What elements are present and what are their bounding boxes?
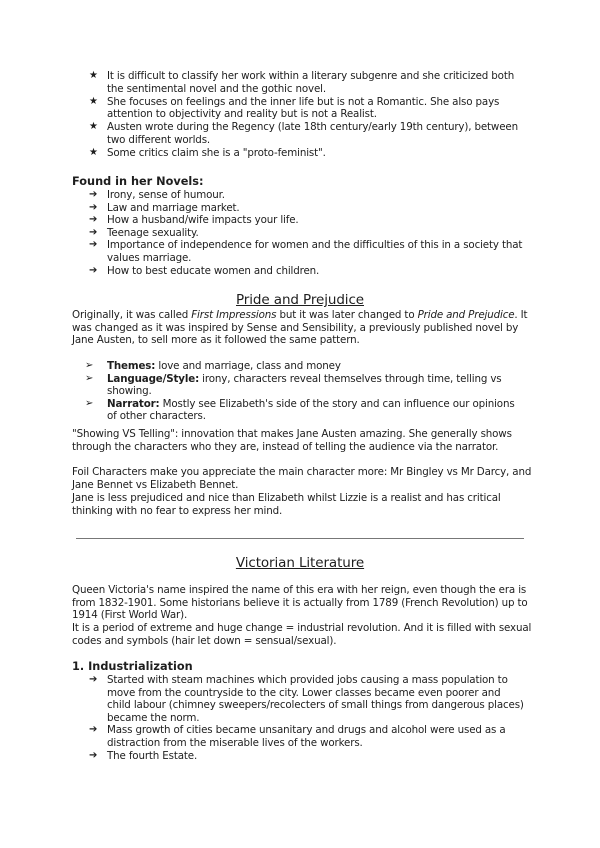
star-icon: ★ — [89, 147, 98, 159]
list-item: ➔ Irony, sense of humour. — [89, 189, 225, 201]
list-item: ★ Austen wrote during the Regency (late 18th century/early 19th century), between two different worlds. — [89, 121, 518, 146]
foil-characters-paragraph: Foil Characters make you appreciate the main character more: Mr Bingley vs Mr Darcy, and Jane Bennet vs Elizabeth Bennet. — [72, 466, 532, 491]
list-item: ➢ Narrator: Mostly see Elizabeth's side of the story and can influence our opinions of other characters. — [85, 397, 515, 423]
arrowhead-icon: ➢ — [85, 372, 94, 384]
section-divider — [76, 538, 524, 539]
arrow-icon: ➔ — [89, 226, 98, 238]
list-item: ➔ Teenage sexuality. — [89, 226, 199, 239]
jane-paragraph: Jane is less prejudiced and nice than Elizabeth whilst Lizzie is a realist and has critical thinking with no fear to express her mind. — [72, 492, 501, 517]
list-item: ➢ Language/Style: irony, characters reveal themselves through time, telling vs showing. — [85, 372, 502, 398]
arrow-icon: ➔ — [89, 264, 98, 276]
arrow-icon: ➔ — [89, 749, 98, 761]
list-item: ➔ How to best educate women and children. — [89, 264, 320, 277]
list-item: ➢ Themes: love and marriage, class and money — [85, 360, 341, 372]
intro-bullet-list — [89, 70, 527, 160]
list-item: ➔ Started with steam machines which provided jobs causing a mass population to move from the countryside to the city. Lower classes became even poorer and child labour (chimney sweepers/recolecters of small things from dangerous places) became the norm. — [89, 674, 524, 724]
pride-intro-paragraph: Originally, it was called First Impressions but it was later changed to Pride and Prejudice. It was changed as it was inspired by Sense and Sensibility, a previously published novel by Jane Austen, to sell more as it followed the same pattern. — [72, 309, 528, 347]
arrow-icon: ➔ — [89, 214, 98, 226]
showing-vs-telling-paragraph: "Showing VS Telling": innovation that makes Jane Austen amazing. She generally shows through the characters who they are, instead of telling the audience via the narrator. — [72, 428, 512, 453]
novels-list — [89, 189, 527, 277]
section-heading-novels: Found in her Novels: — [72, 175, 204, 188]
section-title-victorian-literature: Victorian Literature — [235, 555, 365, 571]
arrow-icon: ➔ — [89, 724, 98, 736]
section-title-pride-and-prejudice: Pride and Prejudice — [236, 292, 364, 308]
list-item: ➔ Importance of independence for women and the difficulties of this in a society that values marriage. — [89, 239, 523, 264]
arrow-icon: ➔ — [89, 189, 98, 200]
star-icon: ★ — [89, 70, 98, 81]
list-item: ➔ How a husband/wife impacts your life. — [89, 214, 299, 227]
section-heading-industrialization: 1. Industrialization — [72, 660, 193, 673]
list-item: ★ She focuses on feelings and the inner life but is not a Romantic. She also pays attention to objectivity and reality but is not a Realist. — [89, 95, 500, 121]
list-item: ➔ Law and marriage market. — [89, 201, 240, 214]
list-item: ★ Some critics claim she is a "proto-feminist". — [89, 147, 326, 160]
arrow-icon: ➔ — [89, 674, 98, 685]
arrowhead-icon: ➢ — [85, 397, 94, 409]
arrowhead-icon: ➢ — [85, 360, 94, 371]
victorian-intro-paragraph: Queen Victoria's name inspired the name of this era with her reign, even though the era is from 1832-1901. Some historians believe it is actually from 1789 (French Revolution) up to 1914 (First World War). — [72, 584, 528, 622]
arrow-icon: ➔ — [89, 239, 98, 251]
industrialization-list — [89, 674, 527, 762]
arrow-icon: ➔ — [89, 201, 98, 213]
victorian-change-paragraph: It is a period of extreme and huge change = industrial revolution. And it is filled with sexual codes and symbols (hair let down = sensual/sexual). — [72, 622, 532, 647]
list-item: ➔ Mass growth of cities became unsanitary and drugs and alcohol were used as a distraction from the miserable lives of the workers. — [89, 724, 506, 749]
star-icon: ★ — [89, 95, 98, 107]
list-item: ★ It is difficult to classify her work within a literary subgenre and she criticized both the sentimental novel and the gothic novel. — [89, 70, 515, 95]
list-item: ➔ The fourth Estate. — [89, 749, 198, 762]
star-icon: ★ — [89, 121, 98, 133]
pride-points-list — [85, 360, 527, 423]
